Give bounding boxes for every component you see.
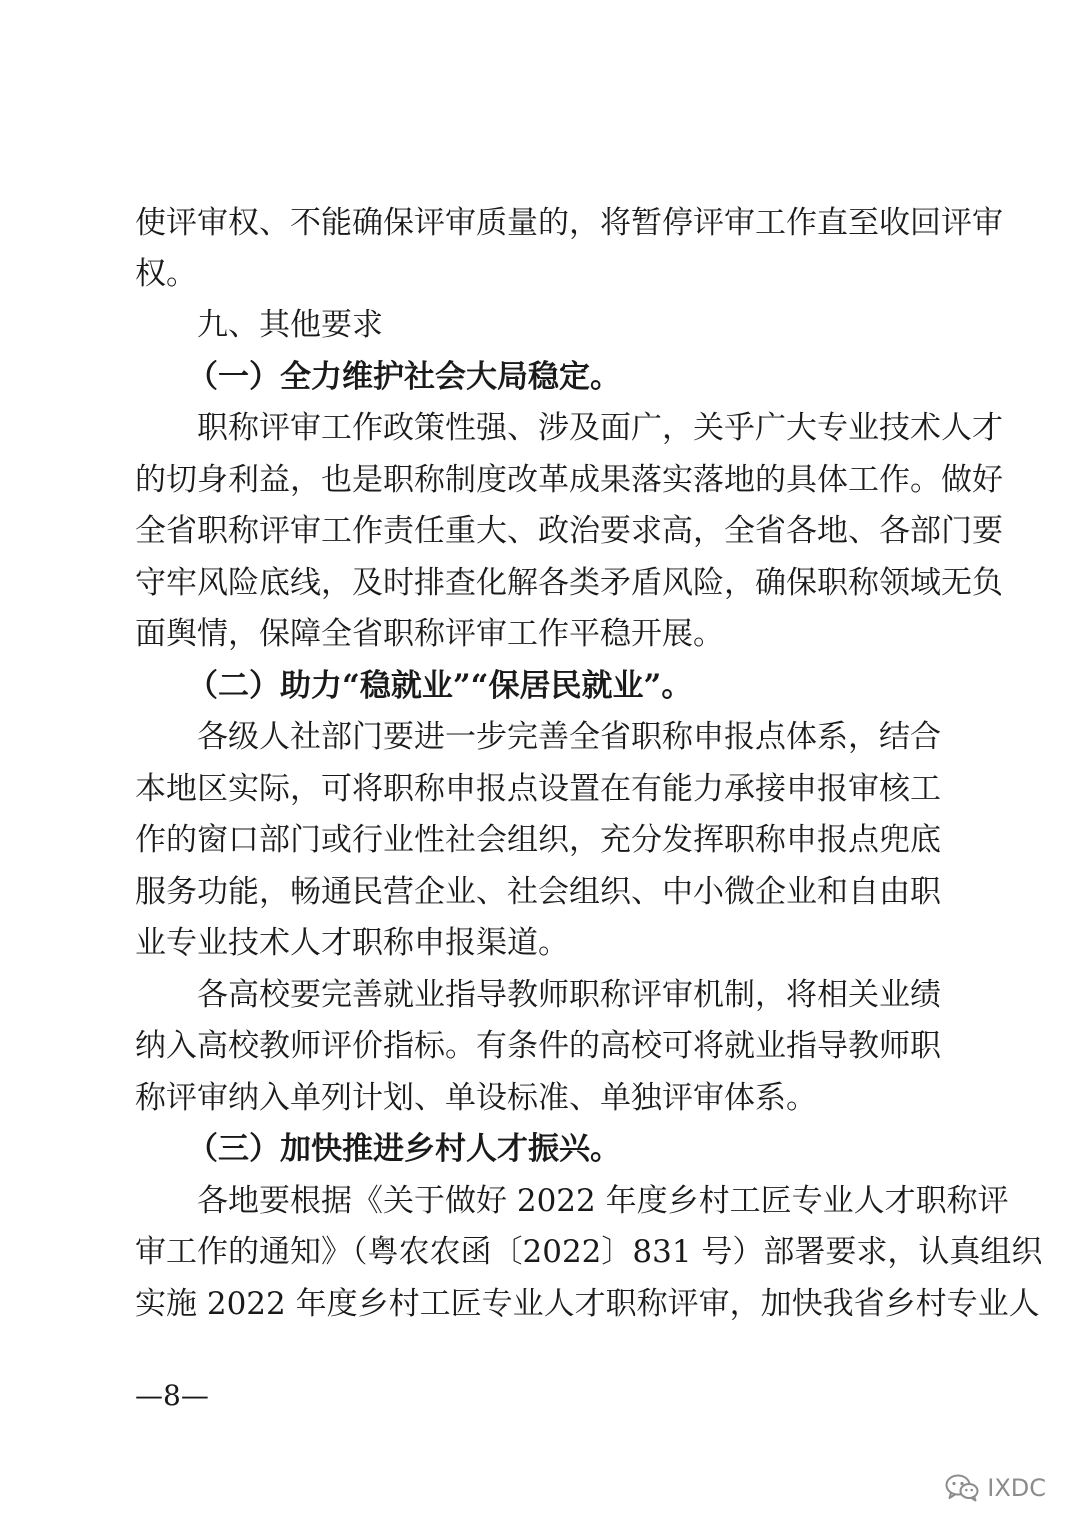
paragraph-line: 本地区实际，可将职称申报点设置在有能力承接申报审核工 — [135, 771, 941, 807]
page-number: —8— — [135, 1379, 209, 1412]
subsection-heading: （三）加快推进乡村人才振兴。 — [187, 1131, 621, 1167]
paragraph-line: 作的窗口部门或行业性社会组织，充分发挥职称申报点兜底 — [135, 822, 941, 858]
paragraph-line: 称评审纳入单列计划、单设标准、单独评审体系。 — [135, 1080, 817, 1116]
subsection-heading: （一）全力维护社会大局稳定。 — [187, 359, 621, 395]
paragraph-line: 实施 2022 年度乡村工匠专业人才职称评审，加快我省乡村专业人 — [135, 1286, 1040, 1322]
paragraph-line: 职称评审工作政策性强、涉及面广，关乎广大专业技术人才 — [197, 410, 1003, 446]
paragraph-line: 面舆情，保障全省职称评审工作平稳开展。 — [135, 616, 724, 652]
paragraph-line: 业专业技术人才职称申报渠道。 — [135, 925, 569, 961]
paragraph-line: 全省职称评审工作责任重大、政治要求高，全省各地、各部门要 — [135, 513, 1003, 549]
paragraph-line: 服务功能，畅通民营企业、社会组织、中小微企业和自由职 — [135, 874, 941, 910]
section-heading: 九、其他要求 — [197, 307, 383, 343]
subsection-heading: （二）助力“稳就业”“保居民就业”。 — [187, 668, 693, 704]
paragraph-line: 的切身利益，也是职称制度改革成果落实落地的具体工作。做好 — [135, 462, 1003, 498]
paragraph-line: 守牢风险底线，及时排查化解各类矛盾风险，确保职称领域无负 — [135, 565, 1003, 601]
paragraph-line: 审工作的通知》（粤农农函〔2022〕831 号）部署要求，认真组织 — [135, 1234, 1043, 1270]
wechat-icon — [945, 1474, 979, 1502]
watermark-text: IXDC — [987, 1474, 1046, 1502]
paragraph-line: 使评审权、不能确保评审质量的，将暂停评审工作直至收回评审 — [135, 205, 1003, 241]
paragraph-line: 各地要根据《关于做好 2022 年度乡村工匠专业人才职称评 — [197, 1183, 1009, 1219]
paragraph-line: 各高校要完善就业指导教师职称评审机制，将相关业绩 — [197, 977, 941, 1013]
paragraph-line: 各级人社部门要进一步完善全省职称申报点体系，结合 — [197, 719, 941, 755]
paragraph-line: 纳入高校教师评价指标。有条件的高校可将就业指导教师职 — [135, 1028, 941, 1064]
watermark — [945, 1473, 1046, 1503]
paragraph-line: 权。 — [135, 256, 197, 292]
